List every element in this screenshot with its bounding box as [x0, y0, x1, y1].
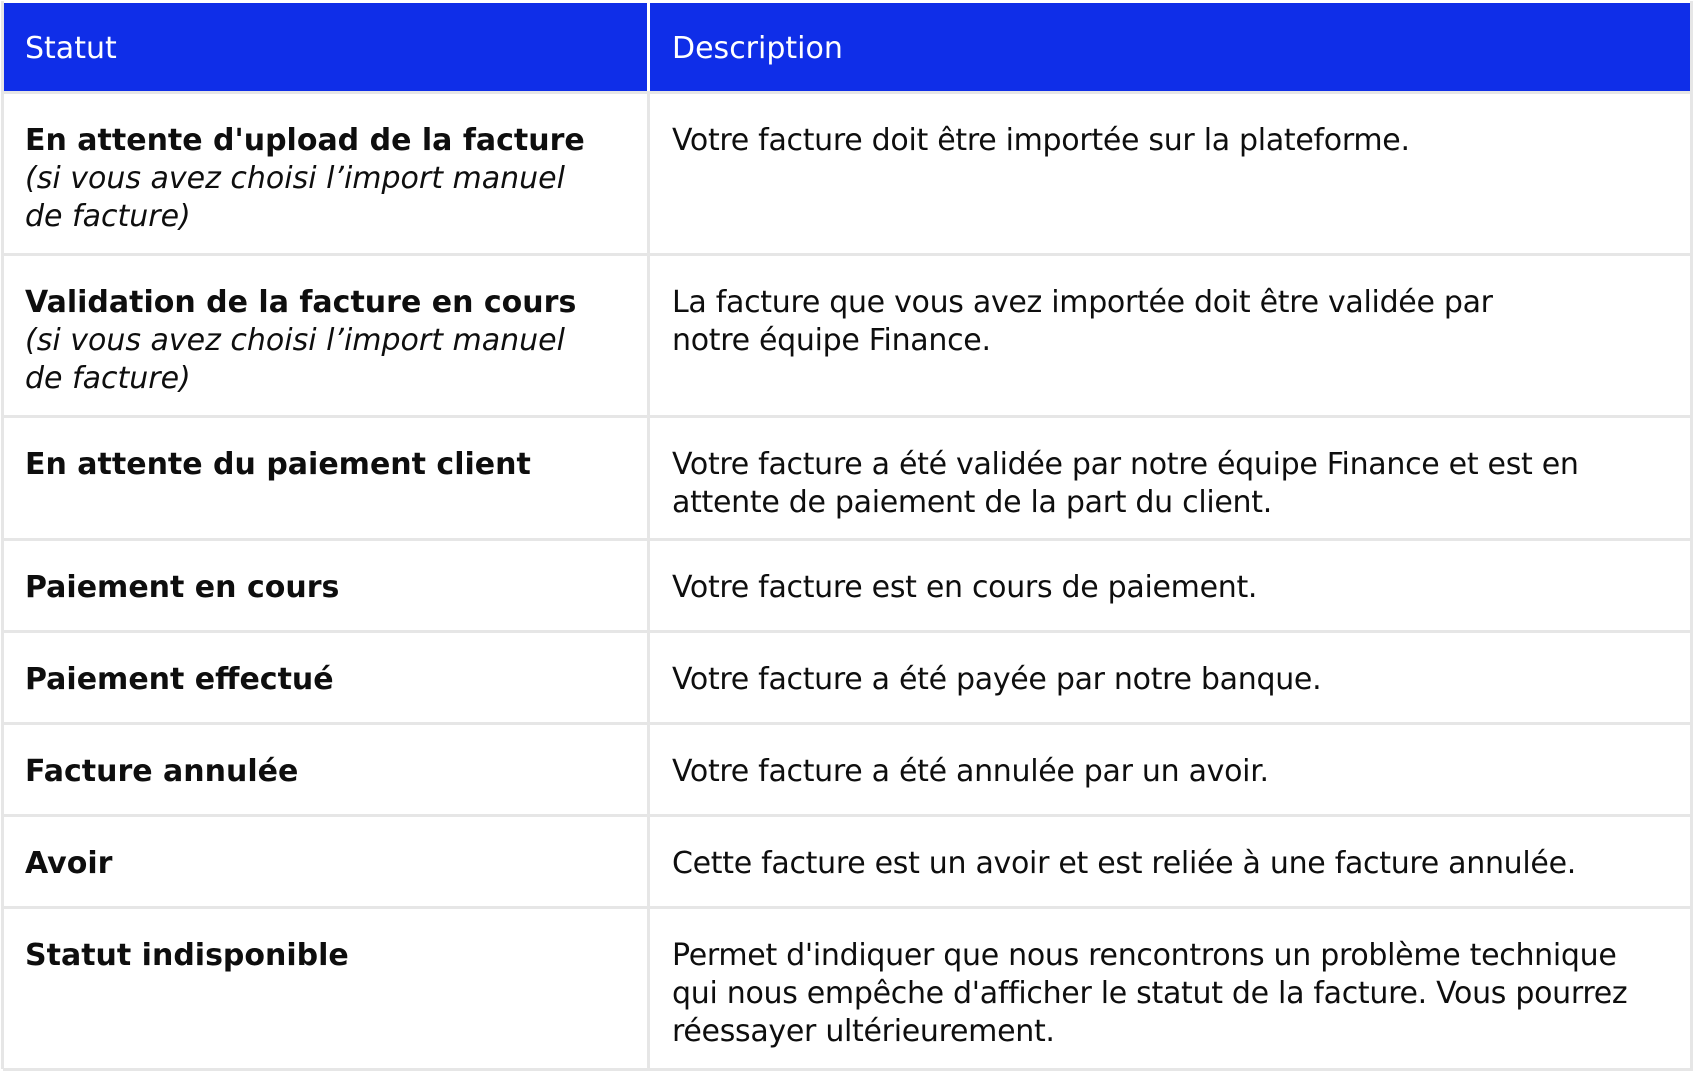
status-cell	[3, 909, 650, 1068]
status-table	[3, 3, 1693, 1071]
status-note: (si vous avez choisi l’import manuel de facture)	[25, 161, 565, 234]
status-description: Votre facture a été validée par notre équipe Finance et est en attente de paiement de la part du client.	[672, 447, 1579, 520]
status-cell	[3, 633, 650, 722]
status-label: Validation de la facture en cours	[25, 285, 577, 320]
description-cell	[650, 633, 1693, 722]
status-label: Paiement en cours	[25, 570, 340, 605]
description-cell	[650, 256, 1693, 415]
status-label: Avoir	[25, 846, 113, 881]
table-row	[3, 725, 1693, 817]
status-description: Votre facture a été annulée par un avoir.	[672, 754, 1269, 789]
description-cell	[650, 725, 1693, 814]
status-description: Permet d'indiquer que nous rencontrons un problème technique qui nous empêche d'afficher le statut de la facture. Vous pourrez réessayer ultérieurement.	[672, 938, 1628, 1049]
column-header-description: Description	[672, 31, 843, 66]
status-cell	[3, 725, 650, 814]
table-row	[3, 909, 1693, 1071]
status-description: Votre facture est en cours de paiement.	[672, 570, 1258, 605]
description-cell	[650, 94, 1693, 253]
table-row	[3, 94, 1693, 256]
table-row	[3, 633, 1693, 725]
status-cell	[3, 256, 650, 415]
status-cell	[3, 541, 650, 630]
status-description: Votre facture doit être importée sur la plateforme.	[672, 123, 1410, 158]
status-label: Paiement effectué	[25, 662, 334, 697]
column-header-statut: Statut	[3, 3, 650, 91]
status-label: En attente d'upload de la facture	[25, 123, 585, 158]
status-cell	[3, 817, 650, 906]
table-row	[3, 541, 1693, 633]
description-cell	[650, 909, 1693, 1068]
description-cell	[650, 541, 1693, 630]
status-label: En attente du paiement client	[25, 447, 531, 482]
description-cell	[650, 418, 1693, 538]
table-header-row	[3, 3, 1693, 94]
status-cell	[3, 418, 650, 538]
status-description: Votre facture a été payée par notre banque.	[672, 662, 1322, 697]
table-row	[3, 817, 1693, 909]
status-description: La facture que vous avez importée doit être validée par notre équipe Finance.	[672, 285, 1493, 358]
status-description: Cette facture est un avoir et est reliée à une facture annulée.	[672, 846, 1576, 881]
status-label: Facture annulée	[25, 754, 299, 789]
status-label: Statut indisponible	[25, 938, 349, 973]
status-cell	[3, 94, 650, 253]
status-note: (si vous avez choisi l’import manuel de facture)	[25, 323, 565, 396]
table-row	[3, 256, 1693, 418]
table-row	[3, 418, 1693, 541]
description-cell	[650, 817, 1693, 906]
